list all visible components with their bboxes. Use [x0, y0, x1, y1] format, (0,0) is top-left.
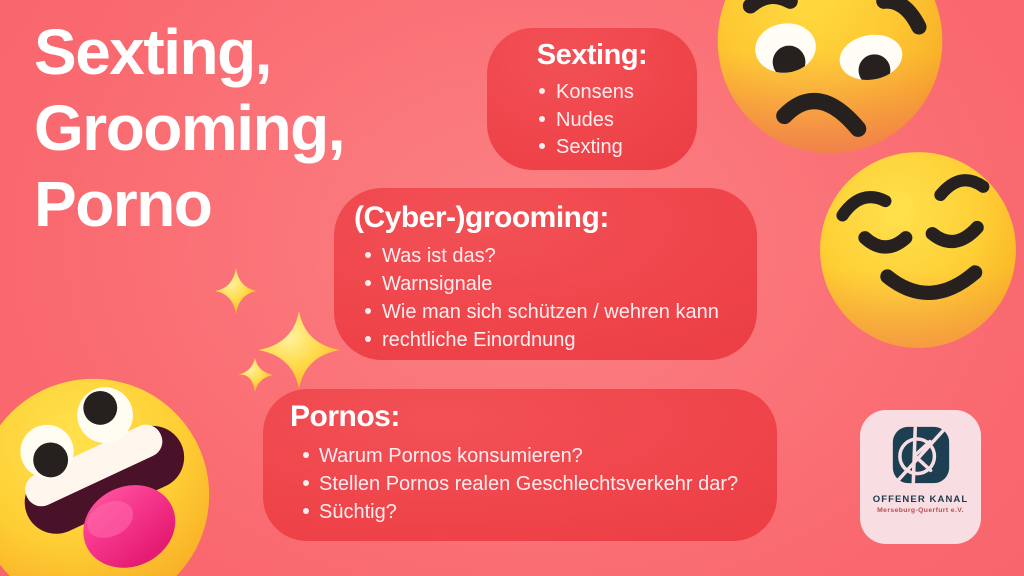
- list-item: [303, 442, 763, 470]
- bullet-dot-icon: [365, 308, 371, 314]
- bullet-dot-icon: [365, 252, 371, 258]
- title-line-3: Porno: [34, 168, 212, 240]
- page-title: [34, 14, 344, 242]
- title-line-1: Sexting,: [34, 16, 271, 88]
- logo-subtitle: Merseburg-Querfurt e.V.: [877, 507, 964, 514]
- offener-kanal-logo: [860, 410, 981, 544]
- bullet-dot-icon: [303, 452, 309, 458]
- zany-face-emoji: [0, 374, 214, 576]
- box-heading-grooming: (Cyber-)grooming:: [354, 201, 609, 234]
- pornos-bullet-list: [290, 442, 763, 526]
- bullet-dot-icon: [539, 88, 545, 94]
- list-item: [539, 79, 697, 107]
- list-item-label: Süchtig?: [319, 501, 397, 523]
- list-item-label: rechtliche Einordnung: [382, 329, 576, 351]
- grooming-bullet-list: [354, 242, 743, 354]
- list-item-label: Was ist das?: [382, 245, 496, 267]
- list-item-label: Wie man sich schützen / wehren kann: [382, 301, 719, 323]
- list-item: [539, 107, 697, 135]
- list-item: [539, 134, 697, 162]
- list-item-label: Konsens: [556, 81, 634, 103]
- topic-box-grooming: [334, 188, 757, 360]
- logo-title: OFFENER KANAL: [872, 494, 969, 505]
- box-heading-pornos: Pornos:: [290, 400, 400, 433]
- title-line-2: Grooming,: [34, 92, 345, 164]
- box-heading-sexting: Sexting:: [536, 39, 648, 71]
- bullet-dot-icon: [303, 480, 309, 486]
- bullet-dot-icon: [303, 508, 309, 514]
- list-item-label: Warum Pornos konsumieren?: [319, 445, 583, 467]
- sparkles-emoji: [210, 262, 345, 397]
- list-item-label: Stellen Pornos realen Geschlechtsverkehr dar?: [319, 473, 739, 495]
- list-item: [365, 242, 743, 270]
- list-item: [303, 498, 763, 526]
- list-item: [365, 270, 743, 298]
- bullet-dot-icon: [539, 116, 545, 122]
- bullet-dot-icon: [539, 143, 545, 149]
- list-item: [303, 470, 763, 498]
- list-item: [365, 298, 743, 326]
- list-item: [365, 326, 743, 354]
- list-item-label: Nudes: [556, 108, 614, 131]
- bullet-dot-icon: [365, 280, 371, 286]
- list-item-label: Sexting: [556, 136, 623, 158]
- relieved-face-emoji: [816, 148, 1020, 352]
- unamused-face-emoji: [713, 0, 947, 158]
- bullet-dot-icon: [365, 336, 371, 342]
- topic-box-sexting: [487, 28, 697, 170]
- topic-box-pornos: [263, 389, 777, 541]
- offener-kanal-icon: [889, 423, 953, 487]
- list-item-label: Warnsignale: [382, 273, 493, 295]
- sexting-bullet-list: [487, 79, 697, 162]
